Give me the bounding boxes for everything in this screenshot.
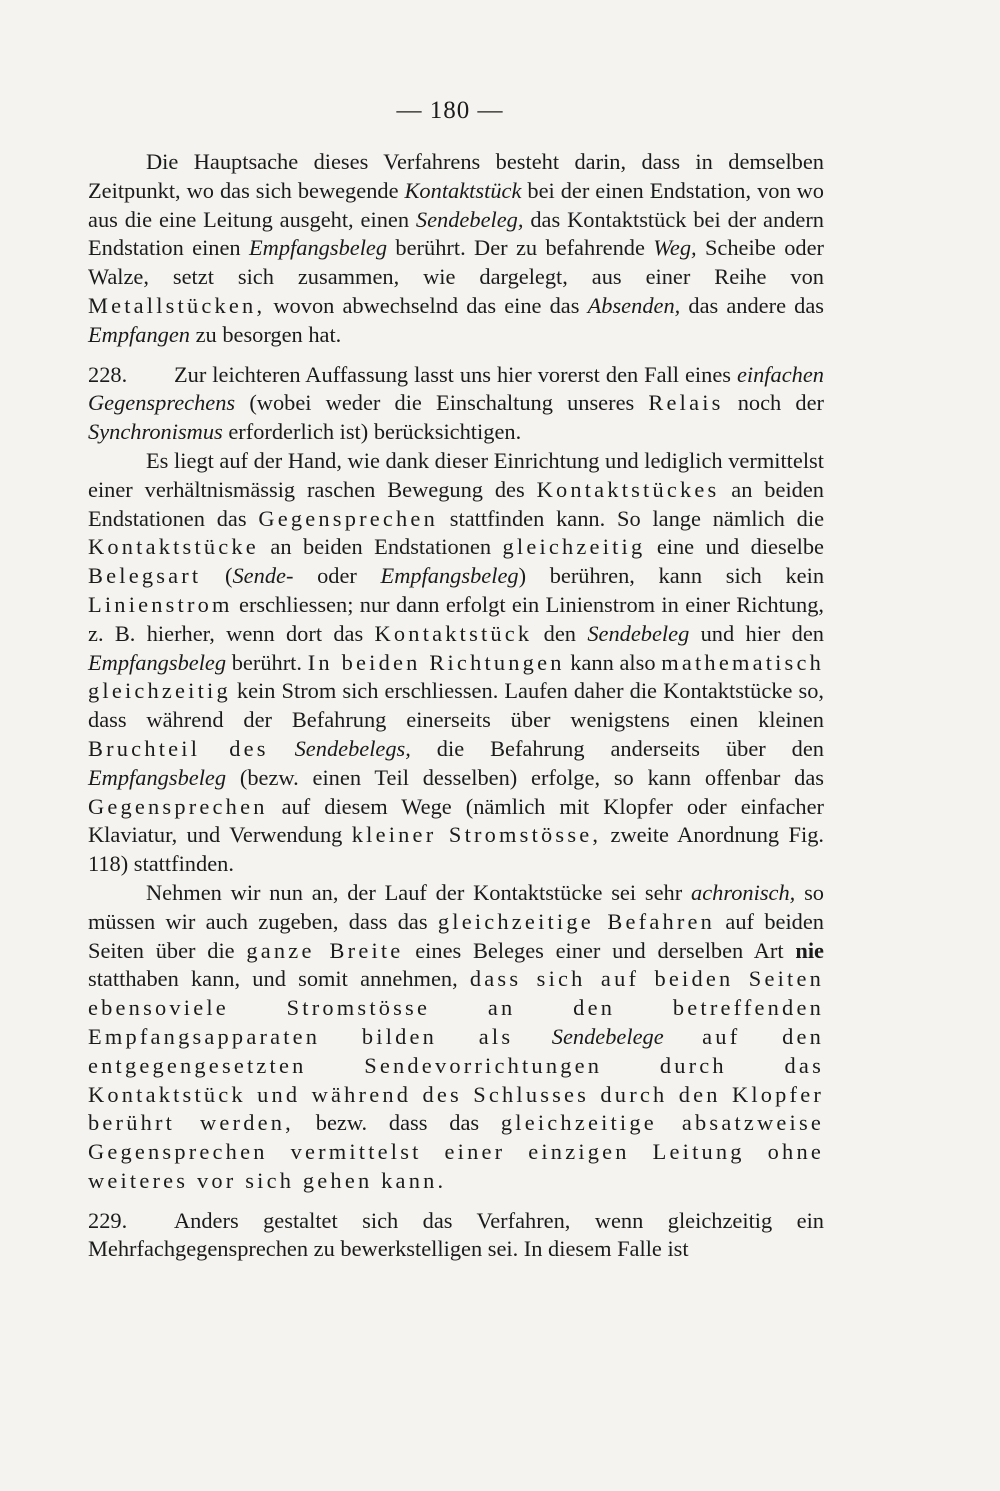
text-run: statthaben kann, und somit annehmen, (88, 966, 470, 992)
spaced-text: Gegensprechen (258, 505, 438, 531)
spaced-text: gleichzeitige absatzweise Gegensprechen vermittelst einer einzigen Leitung ohne weiteres vor sich gehen kann. (88, 1110, 825, 1193)
text-run: ) berühren, kann sich kein (518, 563, 825, 589)
section-228 (88, 361, 824, 447)
emphasis: Absenden, (587, 292, 681, 318)
text-run: Es liegt auf der Hand, wie dank dieser Einrichtung und lediglich vermittelst einer verhältnismässig raschen Bewegung des (88, 447, 824, 502)
emphasis: Sendebeleg, (415, 206, 524, 232)
spaced-text: Bruchteil des (88, 735, 269, 761)
emphasis: einfachen Gegensprechens (88, 361, 824, 416)
paragraph-counterspeech (88, 447, 824, 879)
text-run: das andere das (680, 292, 824, 318)
text-run: so müssen wir auch zugeben, dass das (88, 879, 824, 934)
spaced-text: Relais (648, 390, 724, 416)
emphasis: achronisch, (691, 879, 796, 905)
spaced-text: auf den entgegengesetzten Sendevorrichtungen durch das Kontaktstück und während des Schlusses durch den Klopfer berührt werden, (88, 1023, 824, 1136)
spaced-text: gleichzeitig (502, 534, 646, 560)
spaced-text: Belegsart (88, 563, 202, 589)
text-run: an beiden Endstationen (258, 534, 503, 560)
spaced-text: dass sich auf beiden Seiten ebensoviele Stromstösse an den betreffenden Empfangsapparaten bilden als (88, 966, 824, 1049)
text-run: kann also (564, 649, 662, 675)
section-number: 228. (88, 361, 128, 387)
spaced-text: Kontaktstücke (88, 534, 259, 560)
emphasis: Sendebelegs, (294, 735, 411, 761)
text-run: Zur leichteren Auffassung lasst uns hier vorerst den Fall eines (174, 361, 737, 387)
spaced-text: Kontaktstückes (536, 476, 720, 502)
text-run: erforderlich ist) berücksichtigen. (222, 419, 522, 445)
text-run: auf beiden Seiten über die (88, 908, 824, 963)
text-run: wovon abwechselnd das eine das (265, 292, 588, 318)
text-run: stattfinden kann. So lange nämlich die (437, 505, 825, 531)
text-run: Anders gestaltet sich das Verfahren, wenn gleichzeitig ein Mehrfachgegensprechen zu bewerkstelligen sei. In diesem Falle ist (88, 1207, 824, 1262)
emphasis: Weg, (653, 235, 697, 261)
text-run: an beiden Endstationen das (88, 476, 824, 531)
text-run: erschliessen; nur dann erfolgt ein Linienstrom in einer Richtung, z. B. hierher, wenn dort das (88, 591, 824, 646)
text-run: und hier den (689, 620, 824, 646)
body-text (88, 148, 824, 1264)
text-run: (bezw. einen Teil desselben) erfolge, so kann offenbar das (226, 764, 824, 790)
text-run: Nehmen wir nun an, der Lauf der Kontaktstücke sei sehr (146, 879, 691, 905)
text-run: zu besorgen hat. (189, 321, 342, 347)
text-run: bezw. dass das (293, 1110, 501, 1136)
spaced-text: kleiner Stromstösse, (351, 822, 602, 848)
text-run: berührt. Der zu befahrende (387, 235, 654, 261)
bold-text: nie (795, 937, 824, 963)
text-run: noch der (723, 390, 824, 416)
emphasis: Empfangsbeleg (88, 649, 227, 675)
emphasis: Sendebelege (551, 1023, 664, 1049)
spaced-text: Metallstücken, (88, 292, 266, 318)
text-run: Scheibe oder Walze, setzt sich zusammen, wie dargelegt, aus einer Reihe von (88, 235, 824, 290)
spaced-text: gleichzeitige Befahren (437, 908, 716, 934)
emphasis: Empfangsbeleg (380, 563, 519, 589)
text-run: kein Strom sich erschliessen. Laufen daher die Kontaktstücke so, dass während der Befahrung einerseits über wenigstens einen kleinen (88, 678, 824, 733)
spaced-text: mathematisch gleichzeitig (88, 649, 825, 704)
text-run: oder (293, 563, 381, 589)
text-run: ( (201, 563, 233, 589)
section-229 (88, 1207, 824, 1265)
spaced-text: Linienstrom (88, 591, 233, 617)
text-run: zweite Anordnung Fig. 118) stattfinden. (88, 822, 824, 877)
spaced-text: Kontaktstück (374, 620, 533, 646)
text-run: das Kontaktstück bei der andern Endstation einen (88, 206, 824, 261)
text-run (269, 736, 295, 761)
emphasis: Synchronismus (88, 419, 223, 445)
emphasis: Sende- (232, 563, 294, 589)
paragraph-main-method (88, 148, 824, 350)
text-run: eine und dieselbe (645, 534, 824, 560)
text-run: die Befahrung anderseits über den (410, 735, 824, 761)
spaced-text: ganze Breite (246, 937, 404, 963)
text-run (513, 1024, 552, 1049)
text-run: eines Beleges einer und derselben Art (403, 937, 796, 963)
emphasis: Empfangsbeleg (249, 235, 388, 261)
paragraph-achronic (88, 879, 824, 1196)
section-number: 229. (88, 1207, 128, 1233)
text-run: bei der einen Endstation, von wo aus die eine Leitung ausgeht, einen (88, 177, 824, 232)
text-run: (wobei weder die Einschaltung unseres (235, 390, 649, 416)
text-run: Die Hauptsache dieses Verfahrens besteht darin, dass in demselben Zeitpunkt, wo das sich bewegende (88, 149, 824, 203)
emphasis: Empfangen (88, 321, 190, 347)
spaced-text: Gegensprechen (88, 793, 268, 819)
spaced-text: In beiden Richtungen (307, 649, 565, 675)
page-number: — 180 — (396, 97, 504, 124)
text-run (664, 1024, 703, 1049)
text-run: auf diesem Wege (nämlich mit Klopfer oder einfacher Klaviatur, und Verwendung (88, 793, 824, 848)
emphasis: Sendebeleg (587, 620, 690, 646)
emphasis: Empfangsbeleg (88, 764, 227, 790)
emphasis: Kontaktstück (404, 177, 522, 203)
text-run: den (532, 620, 588, 646)
text-run: berührt. (226, 649, 308, 675)
